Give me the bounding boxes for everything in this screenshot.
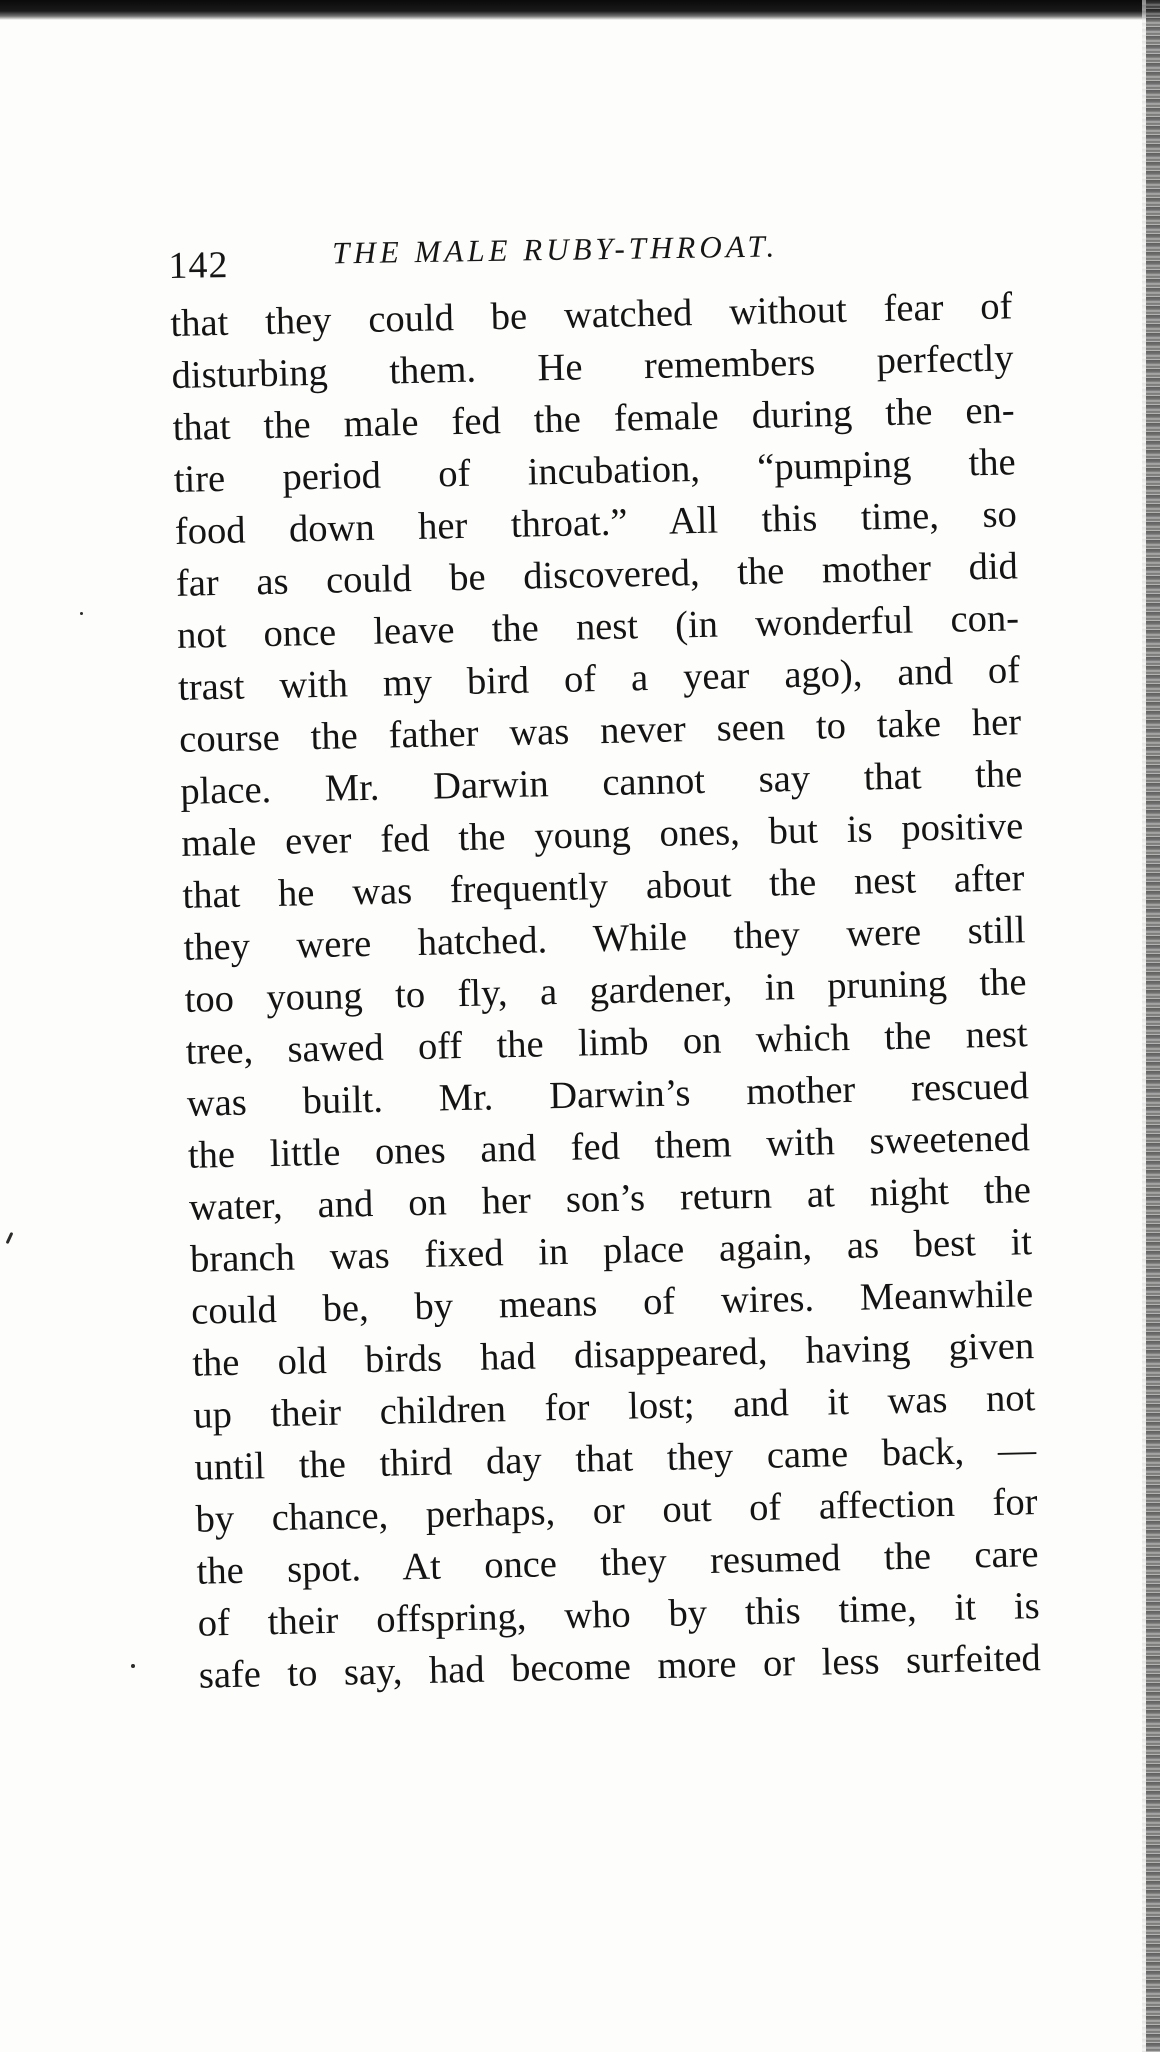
text-line: food down her throat.” All this time, so [174,493,1018,553]
running-title: THE MALE RUBY-THROAT. [331,228,779,271]
text-line: tire period of incubation, “pumping the [173,441,1017,501]
text-line: until the third day that they came back, — [194,1429,1037,1489]
running-head [168,227,869,288]
text-line: male ever fed the young ones, but is positive [180,805,1024,865]
text-line: that they could be watched without fear of [170,285,1013,345]
text-line: that the male fed the female during the en- [172,389,1015,449]
text-line: safe to say, had become more or less surfeited [198,1637,1042,1697]
text-line: up their children for lost; and it was not [192,1377,1036,1437]
text-line: water, and on her son’s return at night the [188,1169,1032,1229]
ink-speck [6,1232,14,1244]
text-line: of their offspring, who by this time, it is [197,1585,1041,1645]
text-line: course the father was never seen to take her [178,701,1022,761]
ink-speck [80,612,83,615]
scan-right-edge [1146,0,1160,2052]
text-line: could be, by means of wires. Meanwhile [190,1273,1034,1333]
text-line: branch was fixed in place again, as best it [189,1221,1033,1281]
page-number: 142 [168,244,229,287]
text-line: not once leave the nest (in wonderful con- [176,597,1020,657]
text-line: the spot. At once they resumed the care [196,1533,1039,1593]
text-line: place. Mr. Darwin cannot say that the [179,753,1023,813]
text-line: disturbing them. He remembers perfectly [171,337,1014,397]
text-line: far as could be discovered, the mother did [175,545,1019,605]
scan-top-edge [0,0,1160,20]
text-line: by chance, perhaps, or out of affection for [195,1481,1038,1541]
text-line: that he was frequently about the nest after [182,857,1025,917]
ink-speck [131,1664,135,1668]
text-line: was built. Mr. Darwin’s mother rescued [186,1065,1030,1125]
text-line: the old birds had disappeared, having given [191,1325,1035,1385]
text-line: the little ones and fed them with sweetened [187,1117,1031,1177]
body-text [170,280,1041,1701]
text-line: too young to fly, a gardener, in pruning the [184,961,1027,1021]
text-line: tree, sawed off the limb on which the nest [185,1013,1029,1073]
text-line: trast with my bird of a year ago), and of [177,649,1021,709]
text-line: they were hatched. While they were still [183,909,1026,969]
